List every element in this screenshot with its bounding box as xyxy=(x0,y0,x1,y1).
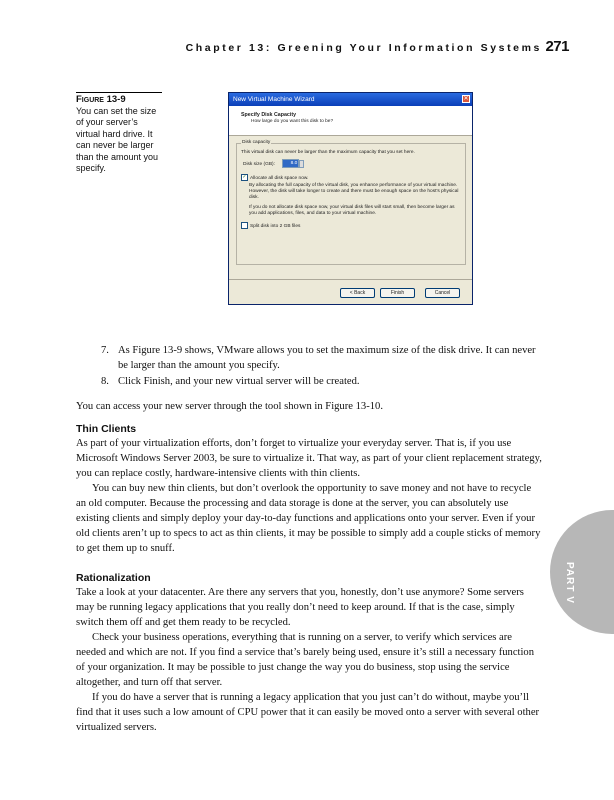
group-label: Disk capacity xyxy=(242,140,271,145)
list-item xyxy=(102,343,542,373)
paragraph: If you do have a server that is running a legacy application that you just can’t do without, maybe you’ll find that it uses such a low amount of CPU power that it can easily be moved onto a server with several other virtualized servers. xyxy=(76,692,540,733)
finish-button[interactable]: Finish xyxy=(380,288,415,298)
wizard-dialog-screenshot xyxy=(228,92,473,305)
disk-capacity-group xyxy=(236,140,466,265)
cancel-button[interactable]: Cancel xyxy=(425,288,460,298)
disk-size-input[interactable]: 8.0 xyxy=(282,159,299,168)
disk-size-label: Disk size (GB): xyxy=(243,161,275,167)
step-number: 7. xyxy=(101,345,109,356)
split-row xyxy=(241,222,461,229)
paragraph: You can buy new thin clients, but don’t overlook the opportunity to save money and not have to recycle an old computer. Because the processing and data storage is done at the server, you can absolutely use existing clients and simply deploy your day-to-day functions and applications onto your server. Even if your old clients aren’t up to specs to act as thin clients, it may be possible to simply add a couple sticks of memory to get them up to snuff. xyxy=(76,483,541,554)
step-number: 8. xyxy=(101,376,109,387)
part-tab xyxy=(550,510,614,634)
step-text: Click Finish, and your new virtual server will be created. xyxy=(118,376,360,387)
figure-caption xyxy=(76,94,164,175)
dialog-header xyxy=(229,106,472,136)
section-heading: Thin Clients xyxy=(76,423,137,435)
allocate-description: By allocating the full capacity of the virtual disk, you enhance performance of your virtual machine. However, the disk will take longer to create and there must be enough space on the host's physical disk. xyxy=(249,183,459,200)
close-icon[interactable]: ✕ xyxy=(463,96,469,102)
split-label[interactable]: Split disk into 2 GB files xyxy=(250,223,301,229)
intro-paragraph xyxy=(76,399,542,414)
dialog-titlebar xyxy=(229,93,472,106)
no-allocate-description: If you do not allocate disk space now, your virtual disk files will start small, then become larger as you add applications, files, and data to your virtual machine. xyxy=(249,205,455,216)
allocate-checkbox[interactable]: ✓ xyxy=(242,174,247,180)
split-checkbox[interactable] xyxy=(241,222,248,229)
section-heading: Rationalization xyxy=(76,572,151,584)
figure-label: Figure 13-9 xyxy=(76,94,126,105)
part-label: PART V xyxy=(564,562,575,604)
dialog-footer-divider xyxy=(229,279,472,280)
figure-caption-text: You can set the size of your server’s virtual hard drive. It can never be larger than the amount you specify. xyxy=(76,105,159,173)
dialog-heading: Specify Disk Capacity xyxy=(241,112,297,118)
section-body xyxy=(76,436,542,556)
group-description: This virtual disk can never be larger than the maximum capacity that you set here. xyxy=(241,150,415,155)
caption-rule xyxy=(76,92,162,93)
paragraph: As part of your virtualization efforts, don’t forget to virtualize your everyday server. That is, if you use Microsoft Windows Server 2003, be sure to virtualize it. That way, as part of your client replacement strategy, you can replace costly, hardware-intensive clients with thin clients. xyxy=(76,438,542,479)
section-body xyxy=(76,585,542,735)
list-item xyxy=(102,374,542,389)
dialog-title: New Virtual Machine Wizard xyxy=(233,96,315,103)
allocate-row xyxy=(241,174,461,181)
page-number: 271 xyxy=(545,38,569,55)
step-text: As Figure 13-9 shows, VMware allows you to set the maximum size of the disk drive. It can never be larger than the amount you specify. xyxy=(118,345,536,371)
paragraph: You can access your new server through the tool shown in Figure 13-10. xyxy=(76,401,383,412)
disk-size-row xyxy=(241,159,461,168)
paragraph: Check your business operations, everything that is running on a server, to verify which services are needed and which are not. If you find a service that’s barely being used, ensure it’s still a necessary function of your organization. It may be possible to just change the way you do business, stop using the service altogether, and turn off that server. xyxy=(76,632,535,688)
paragraph: Take a look at your datacenter. Are there any servers that you, honestly, don’t use anymore? Some servers may be running legacy applications that you really don’t need to keep around. If that is the case, simply switch them off and get them ready to be recycled. xyxy=(76,587,524,628)
running-header: Chapter 13: Greening Your Information Systems xyxy=(185,42,542,54)
dialog-subheading: How large do you want this disk to be? xyxy=(251,119,334,124)
back-button[interactable]: < Back xyxy=(340,288,375,298)
allocate-label[interactable]: Allocate all disk space now. xyxy=(250,175,309,181)
disk-size-spinner[interactable] xyxy=(299,160,304,168)
